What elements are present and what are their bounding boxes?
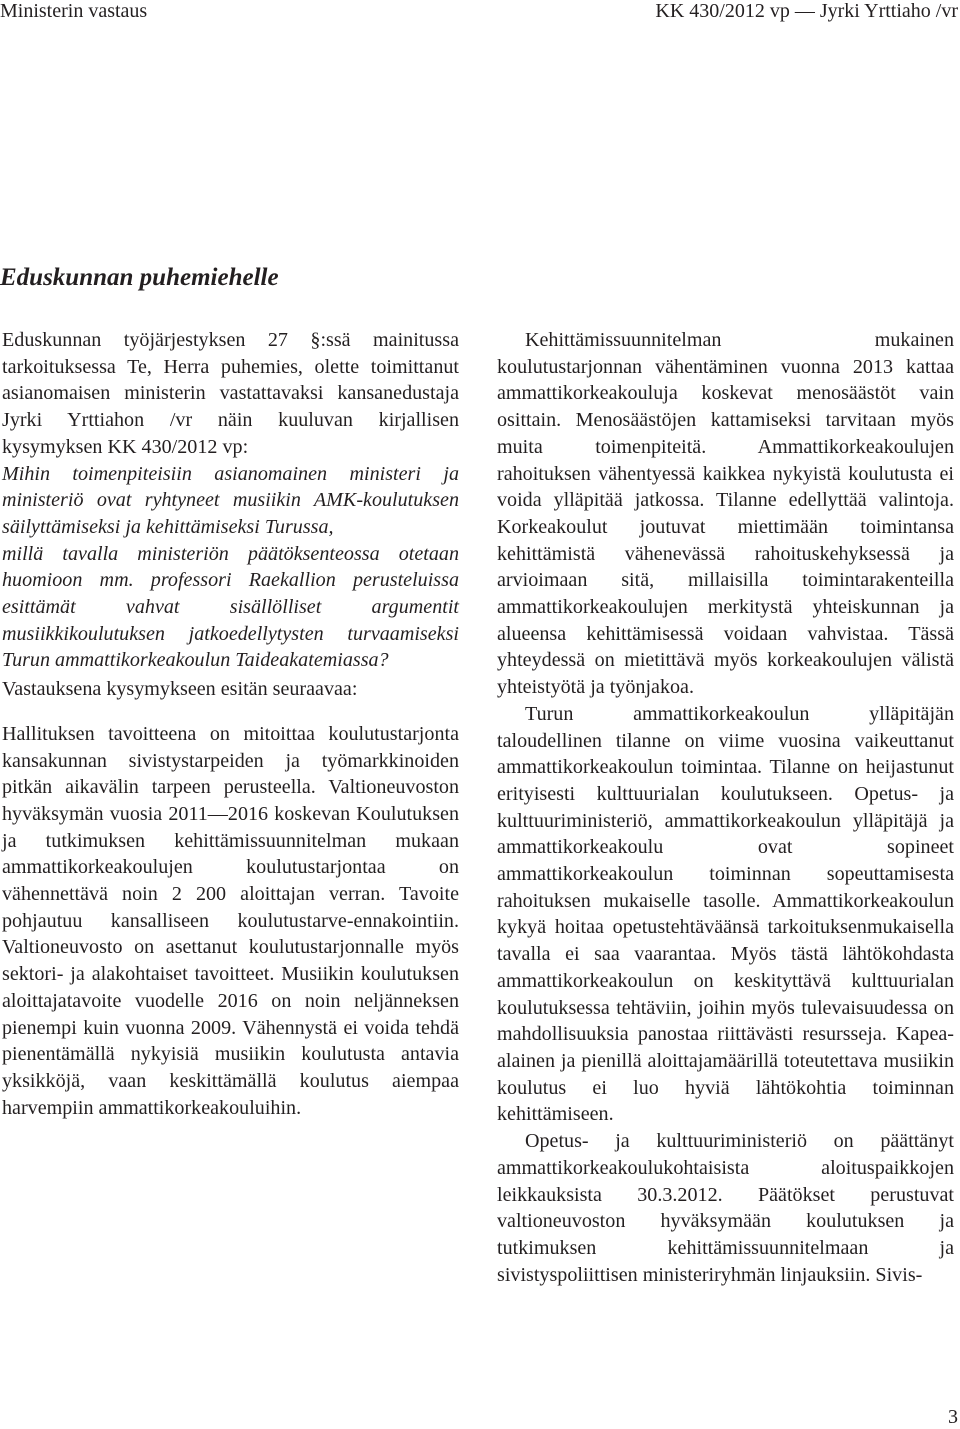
right-column xyxy=(497,327,954,1288)
running-header-left: Ministerin vastaus xyxy=(0,0,148,22)
paragraph-1: Kehittämissuunnitelman mukainen koulutustarjonnan vähentäminen vuonna 2013 kattaa ammattikorkeakouluja koskevat menosäästöt vain osittain. Menosäästöjen kattamiseksi tarvitaan myös muita toimenpiteitä. Ammattikorkeakoulujen rahoituksen vähentyessä kaikkea nykyistä koulutusta ei voida ylläpitää jatkossa. Tilanne edellyttää valintoja. Korkeakoulut joutuvat miettimään toimintansa kehittämistä vähenevässä rahoituskehyksessä ja arvioimaan sitä, millaisilla toimintarakenteilla ammattikorkeakoulujen merkitystä yhteiskunnan ja alueensa kehittämisessä voidaan vahvistaa. Tässä yhteydessä on mietittävä myös korkeakoulujen välistä yhteistyötä ja työnjakoa. xyxy=(497,329,954,699)
question-1: Mihin toimenpiteisiin asianomainen ministeri ja ministeriö ovat ryhtyneet musiikin AMK-koulutuksen säilyttämiseksi ja kehittämiseksi Turussa, xyxy=(2,462,459,538)
page-title: Eduskunnan puhemiehelle xyxy=(0,264,279,291)
answer-paragraph: Hallituksen tavoitteena on mitoittaa koulutustarjonta kansakunnan sivistystarpeiden ja työmarkkinoiden pitkän aikavälin tarpeen perusteella. Valtioneuvoston hyväksymän vuosia 2011—2016 koskevan Koulutuksen ja tutkimuksen kehittämissuunnitelman mukaan ammattikorkeakoulujen koulutustarjontaa on vähennettävä noin 2 200 aloittajan verran. Tavoite pohjautuu kansalliseen koulutustarve-ennakointiin. Valtioneuvosto on asettanut koulutustarjonnalle myös sektori- ja alakohtaiset tavoitteet. Musiikin koulutuksen aloittajatavoite vuodelle 2016 on noin neljänneksen pienempi kuin vuonna 2009. Vähennystä ei voida tehdä pienentämällä nykyisiä musiikin koulutusta antavia yksikköjä, vaan keskittämällä koulutus aiempaa harvempiin ammattikorkeakouluihin. xyxy=(2,722,459,1119)
answer-intro: Vastauksena kysymykseen esitän seuraavaa: xyxy=(2,678,358,701)
left-column xyxy=(2,327,459,1121)
paragraph-2: Turun ammattikorkeakoulun ylläpitäjän taloudellinen tilanne on viime vuosina vaikeuttanut ammattikorkeakoulun toimintaa. Tilanne on heijastunut erityisesti kulttuurialan koulutukseen. Opetus- ja kulttuuriministeriö, ammattikorkeakoulun ylläpitäjä ja ammattikorkeakoulu ovat sopineet ammattikorkeakoulun toiminnan sopeuttamisesta rahoituksen mukaiselle tasolle. Ammattikorkeakoulun kykyä hoitaa opetustehtäväänsä tarkoituksenmukaisella tavalla ei saa vaarantaa. Myös tästä lähtökohdasta ammattikorkeakoulun on keskityttävä kulttuurialan koulutuksessa tehtäviin, joihin myös tulevaisuudessa on mahdollisuuksia panostaa riittävästi resursseja. Kapea-alainen ja pienillä aloittajamäärillä toteutettava musiikin koulutus ei luo hyviä lähtökohtia toiminnan kehittämiseen. xyxy=(497,702,954,1126)
question-2: millä tavalla ministeriön päätöksenteossa otetaan huomioon mm. professori Raekallion perusteluissa esittämät vahvat sisällölliset argumentit musiikkikoulutuksen jatkoedellytysten turvaamiseksi Turun ammattikorkeakoulun Taideakatemiassa? xyxy=(2,542,459,672)
running-header-right: KK 430/2012 vp — Jyrki Yrttiaho /vr xyxy=(655,0,958,22)
page-number: 3 xyxy=(948,1406,958,1428)
paragraph-3: Opetus- ja kulttuuriministeriö on päättänyt ammattikorkeakoulukohtaisista aloituspaikkojen leikkauksista 30.3.2012. Päätökset perustuvat valtioneuvoston hyväksymään koulutuksen ja tutkimuksen kehittämissuunnitelmaan ja sivistyspoliittisen ministeriryhmän linjauksiin. Sivis- xyxy=(497,1130,954,1286)
intro-paragraph: Eduskunnan työjärjestyksen 27 §:ssä mainitussa tarkoituksessa Te, Herra puhemies, olette toimittanut asianomaisen ministerin vastattavaksi kansanedustaja Jyrki Yrttiahon /vr näin kuuluvan kirjallisen kysymyksen KK 430/2012 vp: xyxy=(2,329,459,458)
